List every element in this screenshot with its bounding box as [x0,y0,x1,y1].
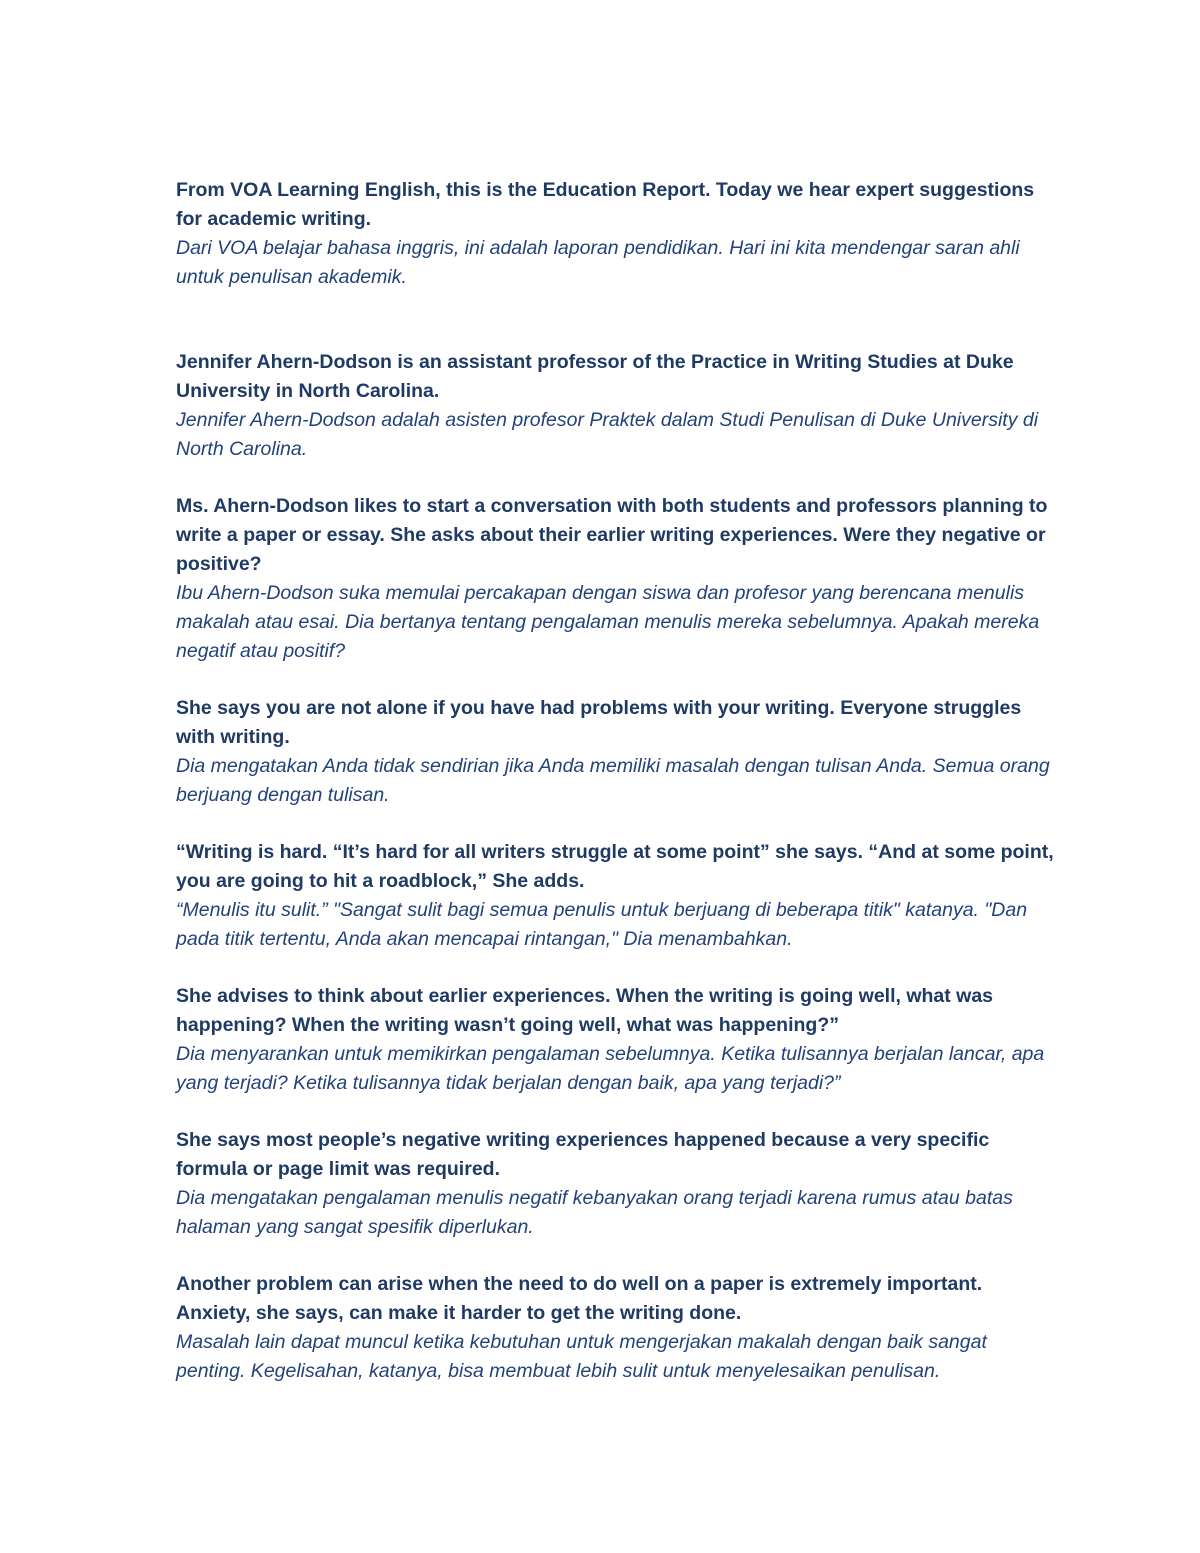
indonesian-translation: Dari VOA belajar bahasa inggris, ini adalah laporan pendidikan. Hari ini kita mendengar saran ahli untuk penulisan akademik. [176,237,1020,288]
indonesian-translation: “Menulis itu sulit.” "Sangat sulit bagi semua penulis untuk berjuang di beberapa titik" katanya. "Dan pada titik tertentu, Anda akan mencapai rintangan," Dia menambahkan. [176,899,1028,950]
english-text: Jennifer Ahern-Dodson is an assistant professor of the Practice in Writing Studies at Duke University in North Carolina. [176,351,1014,402]
paragraph-conversation [176,492,1056,666]
paragraph-writing-is-hard [176,838,1056,954]
english-text: Ms. Ahern-Dodson likes to start a conversation with both students and professors planning to write a paper or essay. She asks about their earlier writing experiences. Were they negative or positive? [176,495,1048,575]
english-text: She says most people’s negative writing experiences happened because a very specific formula or page limit was required. [176,1129,990,1180]
english-text: She says you are not alone if you have had problems with your writing. Everyone struggles with writing. [176,697,1022,748]
indonesian-translation: Masalah lain dapat muncul ketika kebutuhan untuk mengerjakan makalah dengan baik sangat penting. Kegelisahan, katanya, bisa membuat lebih sulit untuk menyelesaikan penulisan. [176,1331,987,1382]
english-text: Another problem can arise when the need to do well on a paper is extremely important. Anxiety, she says, can make it harder to get the writing done. [176,1273,983,1324]
indonesian-translation: Dia mengatakan pengalaman menulis negatif kebanyakan orang terjadi karena rumus atau batas halaman yang sangat spesifik diperlukan. [176,1187,1013,1238]
paragraph-earlier-experiences [176,982,1056,1098]
paragraph-professor [176,348,1056,464]
paragraph-intro [176,176,1056,292]
english-text: “Writing is hard. “It’s hard for all writers struggle at some point” she says. “And at some point, you are going to hit a roadblock,” She adds. [176,841,1054,892]
paragraph-anxiety [176,1270,1056,1386]
indonesian-translation: Dia mengatakan Anda tidak sendirian jika Anda memiliki masalah dengan tulisan Anda. Semua orang berjuang dengan tulisan. [176,755,1050,806]
indonesian-translation: Ibu Ahern-Dodson suka memulai percakapan dengan siswa dan profesor yang berencana menulis makalah atau esai. Dia bertanya tentang pengalaman menulis mereka sebelumnya. Apakah mereka negatif atau positif? [176,582,1040,662]
paragraph-not-alone [176,694,1056,810]
document-page [176,176,1056,1414]
paragraph-negative-experiences [176,1126,1056,1242]
english-text: She advises to think about earlier experiences. When the writing is going well, what was happening? When the writing wasn’t going well, what was happening?” [176,985,994,1036]
indonesian-translation: Jennifer Ahern-Dodson adalah asisten profesor Praktek dalam Studi Penulisan di Duke University di North Carolina. [176,409,1039,460]
indonesian-translation: Dia menyarankan untuk memikirkan pengalaman sebelumnya. Ketika tulisannya berjalan lancar, apa yang terjadi? Ketika tulisannya tidak berjalan dengan baik, apa yang terjadi?” [176,1043,1045,1094]
english-text: From VOA Learning English, this is the Education Report. Today we hear expert suggestions for academic writing. [176,179,1035,230]
